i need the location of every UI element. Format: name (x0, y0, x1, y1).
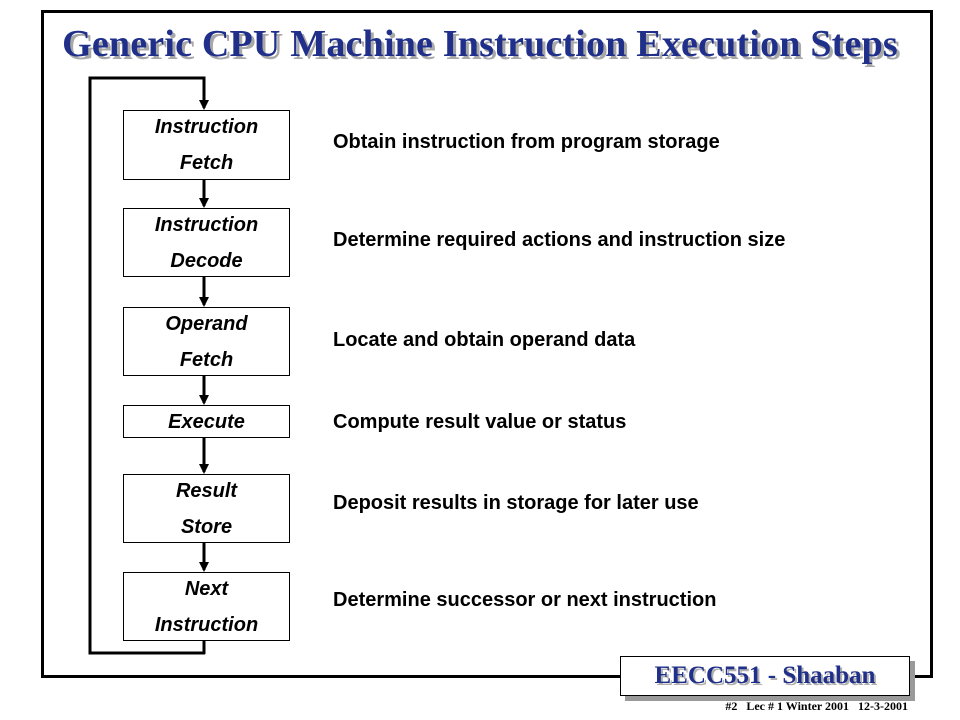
desc-result-store: Deposit results in storage for later use (333, 492, 699, 514)
desc-instruction-fetch: Obtain instruction from program storage (333, 131, 720, 153)
step-label-line1: Result (175, 479, 238, 502)
step-label-line2: Store (180, 515, 233, 538)
step-label-line2: Fetch (179, 348, 234, 371)
step-label-line2: Decode (170, 249, 243, 272)
step-instruction-decode (123, 208, 290, 277)
step-label-line2: Instruction (154, 613, 259, 636)
step-execute (123, 405, 290, 438)
step-next-instruction (123, 572, 290, 641)
footer-text: #2 Lec # 1 Winter 2001 12-3-2001 (725, 699, 908, 713)
step-label-line1: Instruction (154, 116, 259, 138)
step-label-line2: Fetch (179, 152, 234, 174)
step-label-line1: Operand (165, 312, 248, 335)
slide-title: Generic CPU Machine Instruction Execution Steps (62, 23, 898, 65)
desc-operand-fetch: Locate and obtain operand data (333, 329, 636, 351)
step-operand-fetch (123, 307, 290, 376)
step-instruction-fetch (123, 110, 290, 180)
step-result-store (123, 474, 290, 543)
step-label-line1: Next (184, 577, 229, 600)
course-badge-text: EECC551 - Shaaban (654, 662, 876, 689)
desc-instruction-decode: Determine required actions and instruction size (333, 229, 786, 251)
desc-next-instruction: Determine successor or next instruction (333, 589, 717, 611)
step-label-line1: Execute (168, 410, 245, 433)
step-label-line1: Instruction (154, 213, 259, 236)
course-badge (620, 656, 910, 696)
desc-execute: Compute result value or status (333, 411, 627, 433)
